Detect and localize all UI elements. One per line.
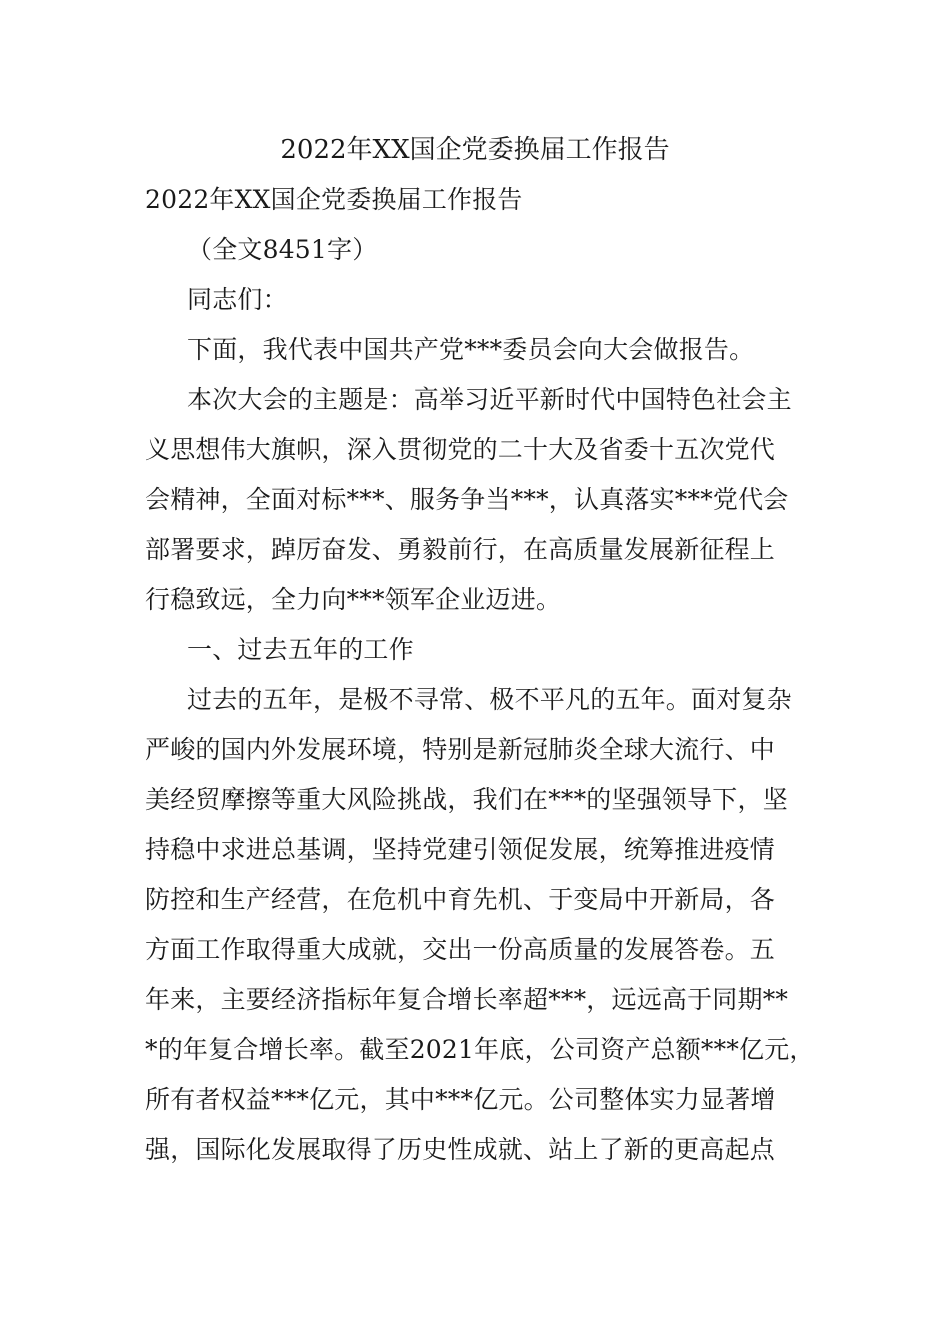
body-line: 所有者权益***亿元，其中***亿元。公司整体实力显著增 — [145, 1085, 776, 1114]
body-line: 行稳致远，全力向***领军企业迈进。 — [145, 585, 562, 614]
body-line: *的年复合增长率。截至2021年底，公司资产总额***亿元， — [145, 1035, 815, 1064]
body-line: 美经贸摩擦等重大风险挑战，我们在***的坚强领导下，坚 — [145, 785, 788, 814]
body-line: 持稳中求进总基调，坚持党建引领促发展，统筹推进疫情 — [145, 835, 776, 864]
section-heading: 一、过去五年的工作 — [187, 635, 414, 664]
body-line: 本次大会的主题是：高举习近平新时代中国特色社会主 — [187, 385, 792, 414]
body-line: 年来，主要经济指标年复合增长率超***，远远高于同期** — [145, 985, 789, 1014]
body-line-salutation: 同志们： — [187, 285, 288, 314]
body-line: 下面，我代表中国共产党***委员会向大会做报告。 — [187, 335, 755, 364]
body-line: 严峻的国内外发展环境，特别是新冠肺炎全球大流行、中 — [145, 735, 776, 764]
body-line: 方面工作取得重大成就，交出一份高质量的发展答卷。五 — [145, 935, 776, 964]
body-line-word-count: （全文8451字） — [187, 235, 378, 264]
body-line: 义思想伟大旗帜，深入贯彻党的二十大及省委十五次党代 — [145, 435, 776, 464]
body-line: 防控和生产经营，在危机中育先机、于变局中开新局，各 — [145, 885, 776, 914]
body-line-subtitle: 2022年XX国企党委换届工作报告 — [145, 185, 523, 214]
body-line: 会精神，全面对标***、服务争当***，认真落实***党代会 — [145, 485, 789, 514]
body-line: 过去的五年，是极不寻常、极不平凡的五年。面对复杂 — [187, 685, 792, 714]
body-line: 强，国际化发展取得了历史性成就、站上了新的更高起点 — [145, 1135, 776, 1164]
document-body — [145, 178, 820, 1178]
body-line: 部署要求，踔厉奋发、勇毅前行，在高质量发展新征程上 — [145, 535, 776, 564]
document-title: 2022年XX国企党委换届工作报告 — [280, 135, 670, 165]
